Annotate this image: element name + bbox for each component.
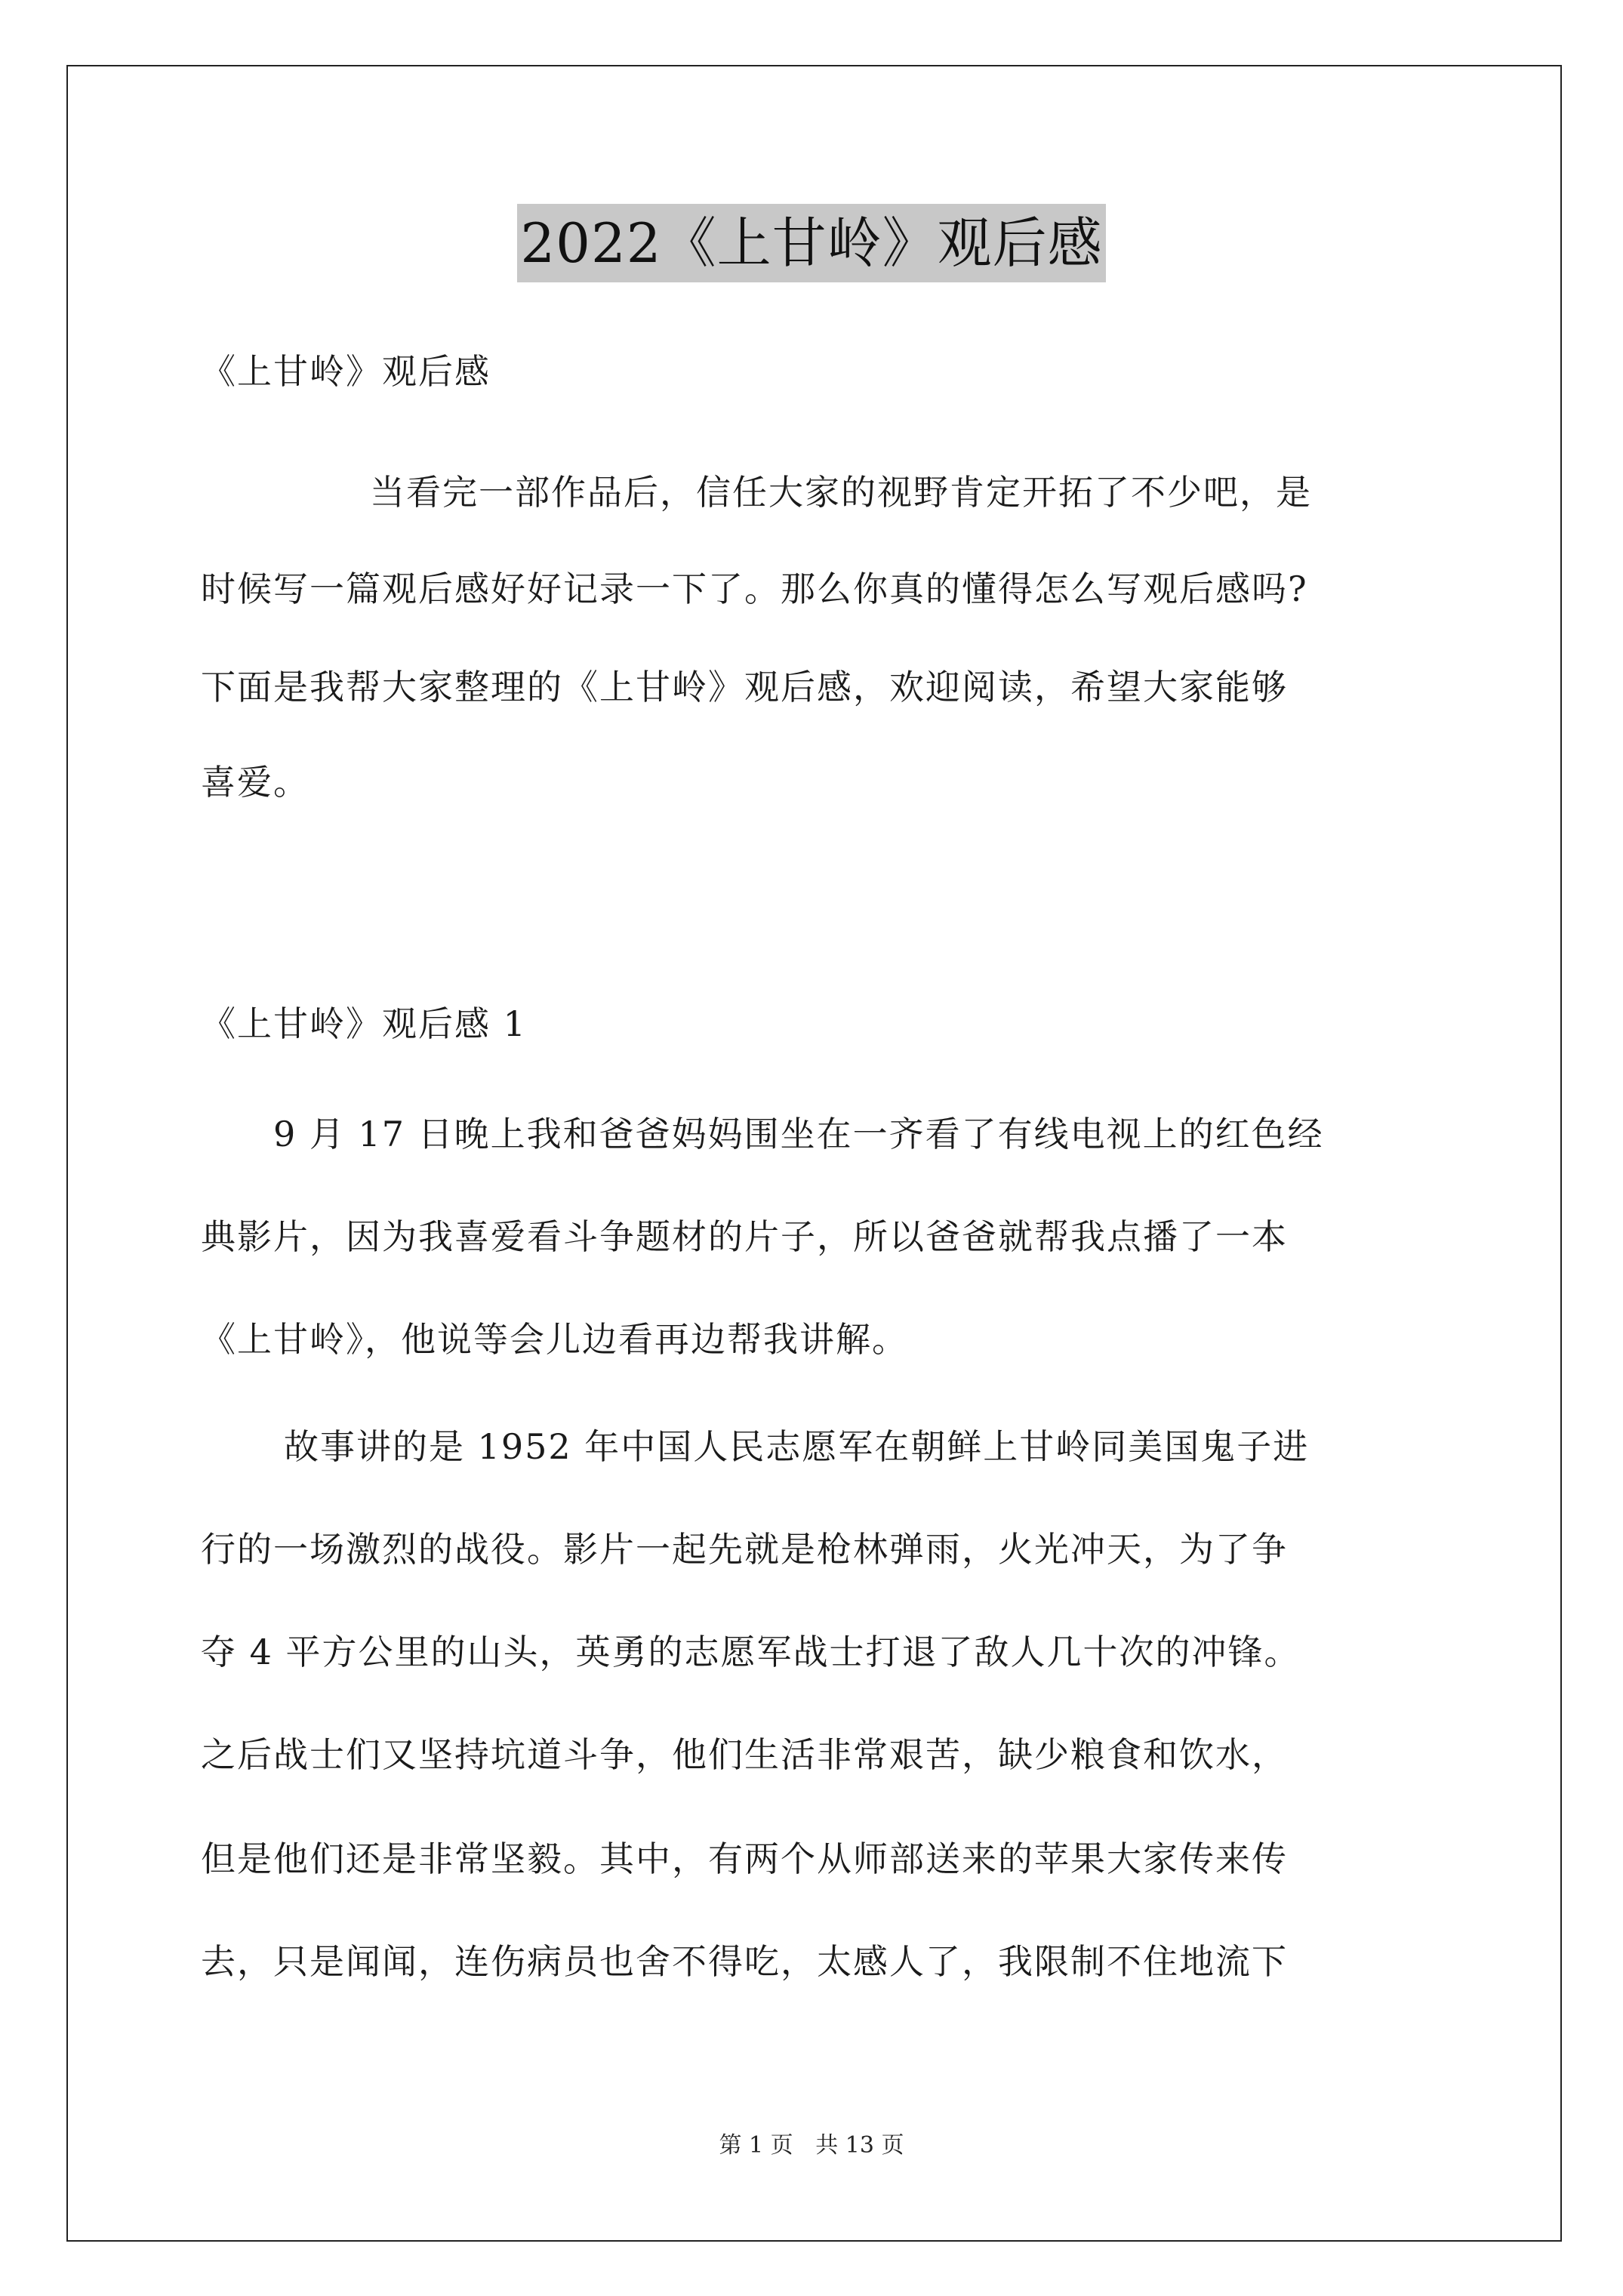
subtitle: 《上甘岭》观后感 [201, 351, 491, 392]
paragraph-line: 故事讲的是 1952 年中国人民志愿军在朝鲜上甘岭同美国鬼子进 [284, 1426, 1310, 1467]
title-block [0, 204, 1623, 282]
page-total: 共 13 页 [815, 2132, 904, 2159]
intro-line: 当看完一部作品后，信任大家的视野肯定开拓了不少吧，是 [370, 472, 1312, 513]
intro-line: 喜爱。 [201, 762, 310, 803]
paragraph-line: 《上甘岭》，他说等会儿边看再边帮我讲解。 [201, 1319, 908, 1360]
paragraph-line: 行的一场激烈的战役。影片一起先就是枪林弹雨，火光冲天，为了争 [201, 1529, 1288, 1570]
intro-line: 下面是我帮大家整理的《上甘岭》观后感，欢迎阅读，希望大家能够 [201, 667, 1288, 707]
paragraph-line: 9 月 17 日晚上我和爸爸妈妈围坐在一齐看了有线电视上的红色经 [273, 1114, 1324, 1154]
paragraph-line: 之后战士们又坚持坑道斗争，他们生活非常艰苦，缺少粮食和饮水， [201, 1734, 1288, 1775]
document-title: 2022《上甘岭》观后感 [517, 204, 1105, 282]
paragraph-line: 典影片，因为我喜爱看斗争题材的片子，所以爸爸就帮我点播了一本 [201, 1216, 1288, 1257]
page-number: 第 1 页 [719, 2132, 793, 2159]
page-footer [0, 2131, 1623, 2161]
paragraph-line: 但是他们还是非常坚毅。其中，有两个从师部送来的苹果大家传来传 [201, 1838, 1288, 1879]
paragraph-line: 去，只是闻闻，连伤病员也舍不得吃，太感人了，我限制不住地流下 [201, 1941, 1288, 1982]
section-heading: 《上甘岭》观后感 1 [201, 1003, 527, 1044]
paragraph-line: 夺 4 平方公里的山头，英勇的志愿军战士打退了敌人几十次的冲锋。 [201, 1632, 1301, 1672]
intro-line: 时候写一篇观后感好好记录一下了。那么你真的懂得怎么写观后感吗? [201, 569, 1308, 609]
